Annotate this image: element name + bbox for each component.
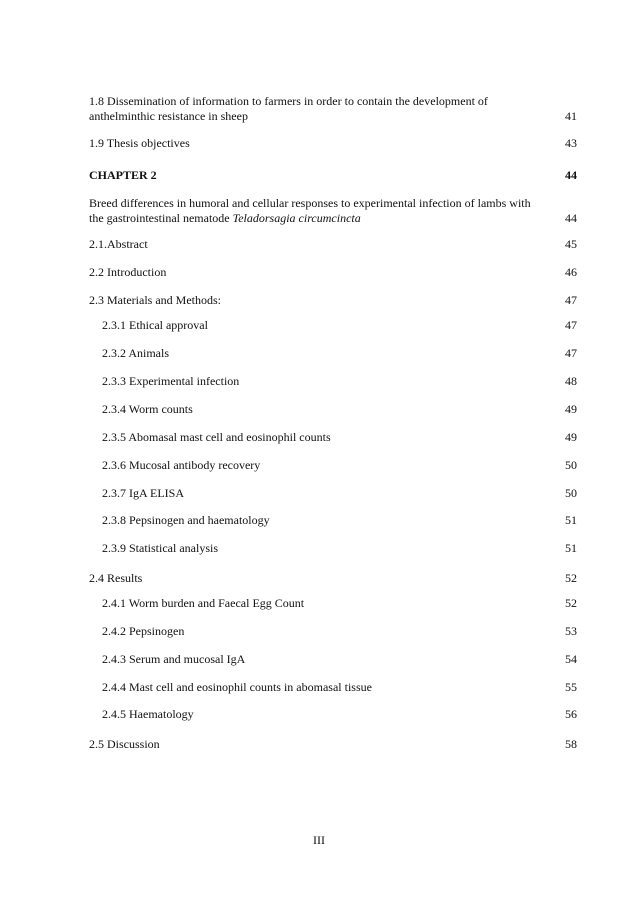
toc-page-number: 51 <box>565 513 577 527</box>
toc-entry-2-4-1 <box>102 596 577 611</box>
chapter-description-prefix: the gastrointestinal nematode <box>89 211 233 225</box>
toc-page-number: 50 <box>565 486 577 500</box>
page-number-footer: III <box>313 833 325 847</box>
toc-page-number: 53 <box>565 624 577 638</box>
toc-entry-title: 2.4.5 Haematology <box>102 707 194 721</box>
toc-entry-2-4-3 <box>102 652 577 667</box>
chapter-description-line1: Breed differences in humoral and cellular responses to experimental infection of lambs with <box>89 196 531 210</box>
toc-page-number: 56 <box>565 707 577 721</box>
toc-entry-title: 2.3.3 Experimental infection <box>102 374 240 388</box>
toc-entry-title: 2.3.9 Statistical analysis <box>102 541 218 555</box>
toc-entry-title: 2.3.6 Mucosal antibody recovery <box>102 458 261 472</box>
toc-page-number: 58 <box>565 737 577 751</box>
toc-chapter-2-description <box>89 196 577 226</box>
toc-entry-1-9 <box>89 136 577 151</box>
toc-entry-title: 2.4.1 Worm burden and Faecal Egg Count <box>102 596 305 610</box>
toc-entry-title: 2.3.4 Worm counts <box>102 402 193 416</box>
chapter-heading: CHAPTER 2 <box>89 168 157 182</box>
toc-entry-title: 2.5 Discussion <box>89 737 160 751</box>
species-name: Teladorsagia circumcincta <box>232 211 361 225</box>
toc-chapter-2 <box>89 168 577 183</box>
toc-entry-2-4-5 <box>102 707 577 722</box>
toc-entry-title: 2.4 Results <box>89 571 143 585</box>
toc-page-number: 49 <box>565 430 577 444</box>
toc-entry-title: 2.3.1 Ethical approval <box>102 318 208 332</box>
toc-entry-title-line1: 1.8 Dissemination of information to farmers in order to contain the development of <box>89 94 488 108</box>
toc-page-number: 51 <box>565 541 577 555</box>
toc-entry-title: 1.9 Thesis objectives <box>89 136 190 150</box>
toc-page-number: 55 <box>565 680 577 694</box>
toc-entry-title: 2.3.2 Animals <box>102 346 170 360</box>
toc-page-number: 50 <box>565 458 577 472</box>
toc-entry-title: 2.3 Materials and Methods: <box>89 293 221 307</box>
toc-entry-title: 2.4.3 Serum and mucosal IgA <box>102 652 246 666</box>
toc-page-number: 52 <box>565 596 577 610</box>
toc-entry-2-3-7 <box>102 486 577 501</box>
toc-entry-2-3 <box>89 293 577 308</box>
toc-entry-2-3-3 <box>102 374 577 389</box>
toc-entry-2-3-2 <box>102 346 577 361</box>
toc-page-number: 49 <box>565 402 577 416</box>
toc-entry-2-4-2 <box>102 624 577 639</box>
toc-page-number: 43 <box>565 136 577 150</box>
toc-page-number: 52 <box>565 571 577 585</box>
toc-entry-2-2 <box>89 265 577 280</box>
toc-entry-title-line2: anthelminthic resistance in sheep <box>89 109 248 123</box>
toc-entry-2-3-6 <box>102 458 577 473</box>
toc-entry-title: 2.4.4 Mast cell and eosinophil counts in abomasal tissue <box>102 680 372 694</box>
toc-entry-2-5 <box>89 737 577 752</box>
toc-entry-title: 2.3.8 Pepsinogen and haematology <box>102 513 270 527</box>
toc-entry-2-3-1 <box>102 318 577 333</box>
toc-entry-1-8 <box>89 94 577 124</box>
toc-entry-title: 2.1.Abstract <box>89 237 148 251</box>
toc-entry-title: 2.3.5 Abomasal mast cell and eosinophil counts <box>102 430 331 444</box>
toc-entry-2-3-5 <box>102 430 577 445</box>
toc-entry-title: 2.2 Introduction <box>89 265 167 279</box>
toc-entry-2-3-8 <box>102 513 577 528</box>
toc-entry-2-4-4 <box>102 680 577 695</box>
toc-page-number: 47 <box>565 346 577 360</box>
toc-entry-2-3-9 <box>102 541 577 556</box>
toc-entry-title: 2.4.2 Pepsinogen <box>102 624 185 638</box>
toc-page-number: 41 <box>565 109 577 123</box>
chapter-description-line2 <box>89 211 361 226</box>
toc-page-number: 46 <box>565 265 577 279</box>
toc-page-number: 45 <box>565 237 577 251</box>
toc-entry-2-4 <box>89 571 577 586</box>
toc-page-number: 48 <box>565 374 577 388</box>
toc-entry-2-3-4 <box>102 402 577 417</box>
toc-entry-2-1 <box>89 237 577 252</box>
toc-page-number: 47 <box>565 318 577 332</box>
toc-page-number: 54 <box>565 652 577 666</box>
toc-page-number: 44 <box>565 211 577 225</box>
toc-entry-title: 2.3.7 IgA ELISA <box>102 486 184 500</box>
toc-page-number: 47 <box>565 293 577 307</box>
toc-page-number: 44 <box>565 168 577 182</box>
